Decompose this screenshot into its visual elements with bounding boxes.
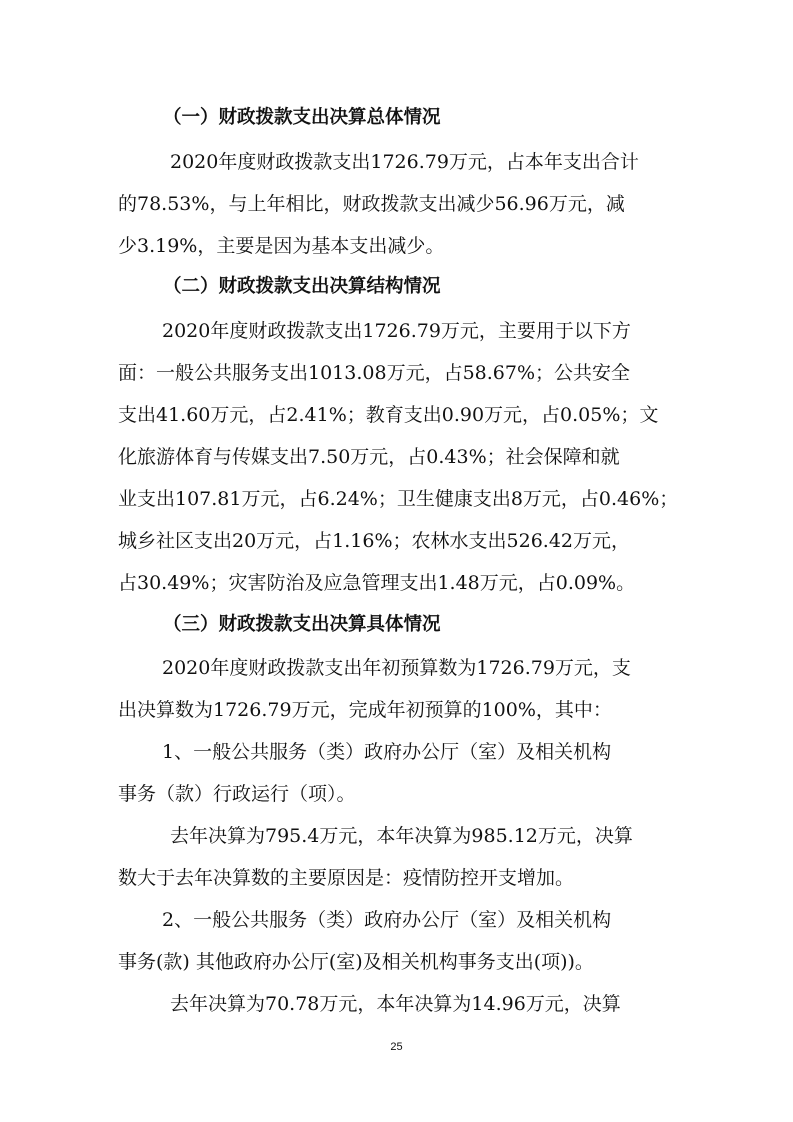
paragraph-line: 事务(款) 其他政府办公厅(室)及相关机构事务支出(项))。 — [118, 951, 594, 973]
page-number: 25 — [390, 1041, 403, 1053]
paragraph-line: 业支出107.81万元，占6.24%；卫生健康支出8万元，占0.46%； — [118, 488, 679, 510]
section-heading-2: （二）财政拨款支出决算结构情况 — [163, 276, 441, 297]
paragraph-line: 1、一般公共服务（类）政府办公厅（室）及相关机构 — [162, 741, 612, 763]
paragraph-line: 面：一般公共服务支出1013.08万元，占58.67%；公共安全 — [118, 362, 631, 384]
paragraph-line: 出决算数为1726.79万元，完成年初预算的100%，其中： — [118, 699, 612, 721]
section-heading-3: （三）财政拨款支出决算具体情况 — [163, 614, 441, 635]
paragraph-line: 占30.49%；灾害防治及应急管理支出1.48万元，占0.09%。 — [118, 572, 636, 594]
paragraph-line: 2020年度财政拨款支出1726.79万元，占本年支出合计 — [170, 151, 639, 173]
paragraph-line: 2020年度财政拨款支出年初预算数为1726.79万元，支 — [162, 657, 631, 679]
paragraph-line: 事务（款）行政运行（项）。 — [118, 783, 356, 805]
paragraph-line: 支出41.60万元，占2.41%；教育支出0.90万元，占0.05%；文 — [118, 404, 659, 426]
paragraph-line: 的78.53%，与上年相比，财政拨款支出减少56.96万元，减 — [118, 193, 625, 215]
paragraph-line: 去年决算为70.78万元，本年决算为14.96万元，决算 — [170, 993, 621, 1015]
paragraph-line: 数大于去年决算数的主要原因是：疫情防控开支增加。 — [118, 867, 575, 889]
paragraph-line: 2、一般公共服务（类）政府办公厅（室）及相关机构 — [162, 909, 612, 931]
paragraph-line: 少3.19%，主要是因为基本支出减少。 — [118, 235, 445, 257]
paragraph-line: 去年决算为795.4万元，本年决算为985.12万元，决算 — [170, 825, 633, 847]
paragraph-line: 化旅游体育与传媒支出7.50万元，占0.43%；社会保障和就 — [118, 446, 620, 468]
section-heading-1: （一）财政拨款支出决算总体情况 — [163, 107, 441, 128]
paragraph-line: 城乡社区支出20万元，占1.16%；农林水支出526.42万元， — [118, 530, 631, 552]
paragraph-line: 2020年度财政拨款支出1726.79万元，主要用于以下方 — [162, 320, 631, 342]
